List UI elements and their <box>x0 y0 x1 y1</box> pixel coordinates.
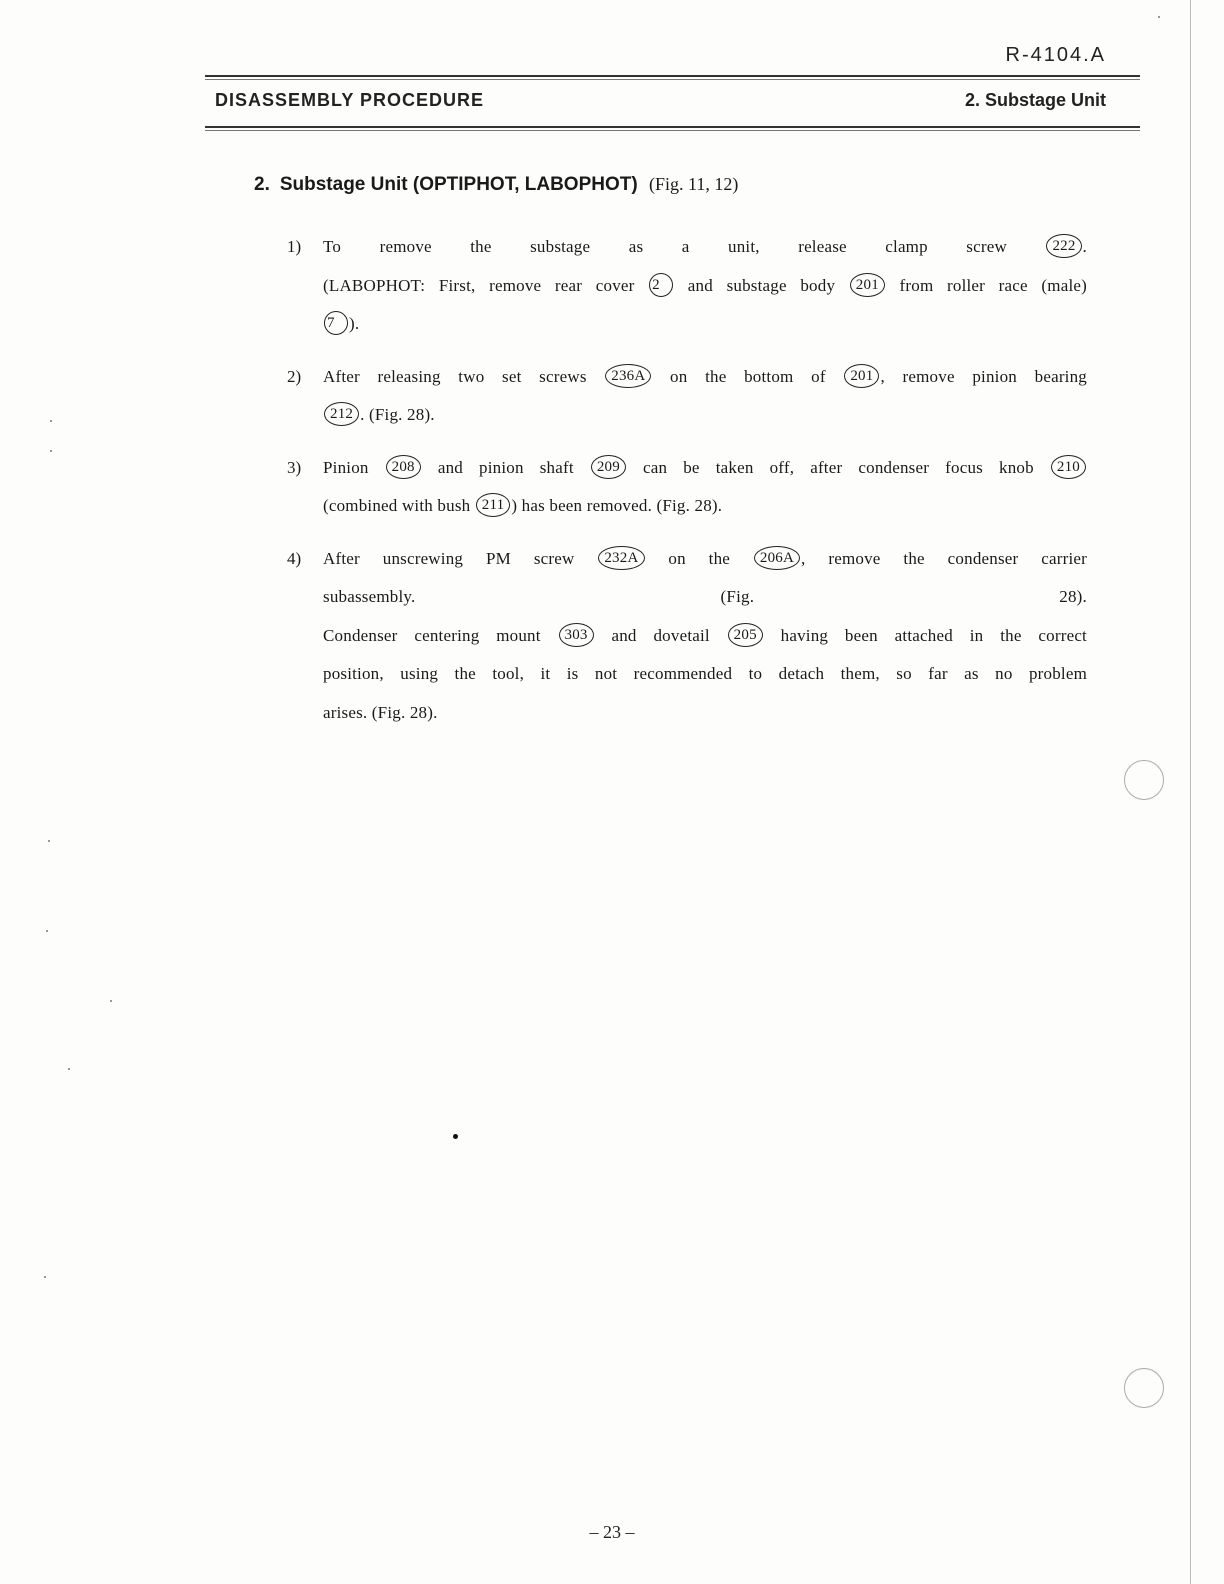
step-number: 3) <box>287 457 302 477</box>
step-text-line <box>323 305 1087 344</box>
step-text-line <box>323 449 1087 488</box>
page-number: – 23 – <box>589 1522 635 1542</box>
step-text: having been attached in the correct <box>763 625 1087 645</box>
step-text: ). <box>349 314 360 333</box>
procedure-step <box>287 228 1087 344</box>
scan-speck <box>50 420 52 422</box>
header-right-title: 2. Substage Unit <box>964 90 1106 110</box>
step-text-line <box>323 487 1087 526</box>
section-heading <box>254 174 738 196</box>
step-text: . (Fig. 28). <box>360 405 435 424</box>
header-rule-bottom-thin <box>205 130 1140 131</box>
step-text: arises. (Fig. 28). <box>323 702 438 722</box>
step-text: on the <box>645 548 753 568</box>
part-number-callout: 303 <box>559 623 594 647</box>
step-text: . <box>1082 237 1087 256</box>
scan-speck <box>110 1000 112 1002</box>
procedure-step <box>287 358 1087 435</box>
scan-speck <box>1158 16 1160 18</box>
part-number-callout: 201 <box>844 364 879 388</box>
scan-speck <box>46 930 48 932</box>
step-text: , remove pinion bearing <box>880 366 1088 386</box>
step-text: After releasing two set screws <box>323 366 605 386</box>
binder-edge <box>1190 0 1191 1584</box>
step-text-line <box>323 267 1087 306</box>
part-number-callout: 7 <box>324 311 348 335</box>
step-text: position, using the tool, it is not recommended to detach them, so far as no problem <box>323 664 1087 683</box>
step-text: (combined with bush <box>323 496 475 515</box>
step-text-line <box>323 228 1087 267</box>
step-text-line <box>323 396 1087 435</box>
header-rule-top <box>205 75 1140 77</box>
scan-speck <box>48 840 50 842</box>
part-number-callout: 201 <box>850 273 885 297</box>
part-number-callout: 205 <box>728 623 763 647</box>
part-number-callout: 206A <box>754 546 800 570</box>
step-text: can be taken off, after condenser focus knob <box>626 457 1050 477</box>
scan-speck <box>68 1068 70 1070</box>
punch-hole <box>1124 760 1164 800</box>
part-number-callout: 236A <box>605 364 651 388</box>
step-text: subassembly. (Fig. 28). <box>323 587 1087 606</box>
part-number-callout: 208 <box>386 455 421 479</box>
punch-hole <box>1124 1368 1164 1408</box>
step-text: and dovetail <box>594 625 727 645</box>
step-text-line <box>323 578 1087 617</box>
step-number: 4) <box>287 548 302 568</box>
scan-speck <box>50 450 52 452</box>
header-left-title: DISASSEMBLY PROCEDURE <box>215 90 485 110</box>
header-rule-top-thin <box>205 79 1140 80</box>
step-text: (LABOPHOT: First, remove rear cover <box>323 275 649 295</box>
step-text: Condenser centering mount <box>323 625 558 645</box>
step-text-line <box>323 655 1087 694</box>
section-title: Substage Unit (OPTIPHOT, LABOPHOT) <box>279 174 638 195</box>
step-text: After unscrewing PM screw <box>323 548 598 568</box>
part-number-callout: 210 <box>1051 455 1086 479</box>
part-number-callout: 222 <box>1046 234 1081 258</box>
step-number: 2) <box>287 366 302 386</box>
document-number: R-4104.A <box>1005 44 1106 66</box>
part-number-callout: 211 <box>476 493 511 517</box>
step-text: from roller race (male) <box>885 275 1087 295</box>
ink-dot <box>453 1134 458 1139</box>
step-text-line <box>323 540 1087 579</box>
part-number-callout: 209 <box>591 455 626 479</box>
part-number-callout: 2 <box>649 273 673 297</box>
section-number: 2. <box>254 174 270 195</box>
step-text-line <box>323 617 1087 656</box>
step-text: To remove the substage as a unit, release clamp screw <box>323 237 1046 256</box>
step-text-line <box>323 694 1087 733</box>
section-fig-ref: (Fig. 11, 12) <box>648 174 739 194</box>
part-number-callout: 212 <box>324 402 359 426</box>
step-text-line <box>323 358 1087 397</box>
step-text: on the bottom of <box>652 366 844 386</box>
procedure-step <box>287 449 1087 526</box>
step-text: and pinion shaft <box>421 457 590 477</box>
step-text: , remove the condenser carrier <box>801 548 1088 568</box>
step-text: and substage body <box>674 275 849 295</box>
header-rule-bottom <box>205 126 1140 128</box>
procedure-steps <box>287 228 1087 746</box>
scan-speck <box>44 1276 46 1278</box>
part-number-callout: 232A <box>598 546 644 570</box>
step-text: ) has been removed. (Fig. 28). <box>511 496 723 515</box>
step-number: 1) <box>287 237 302 256</box>
procedure-step <box>287 540 1087 733</box>
step-text: Pinion <box>323 457 385 477</box>
